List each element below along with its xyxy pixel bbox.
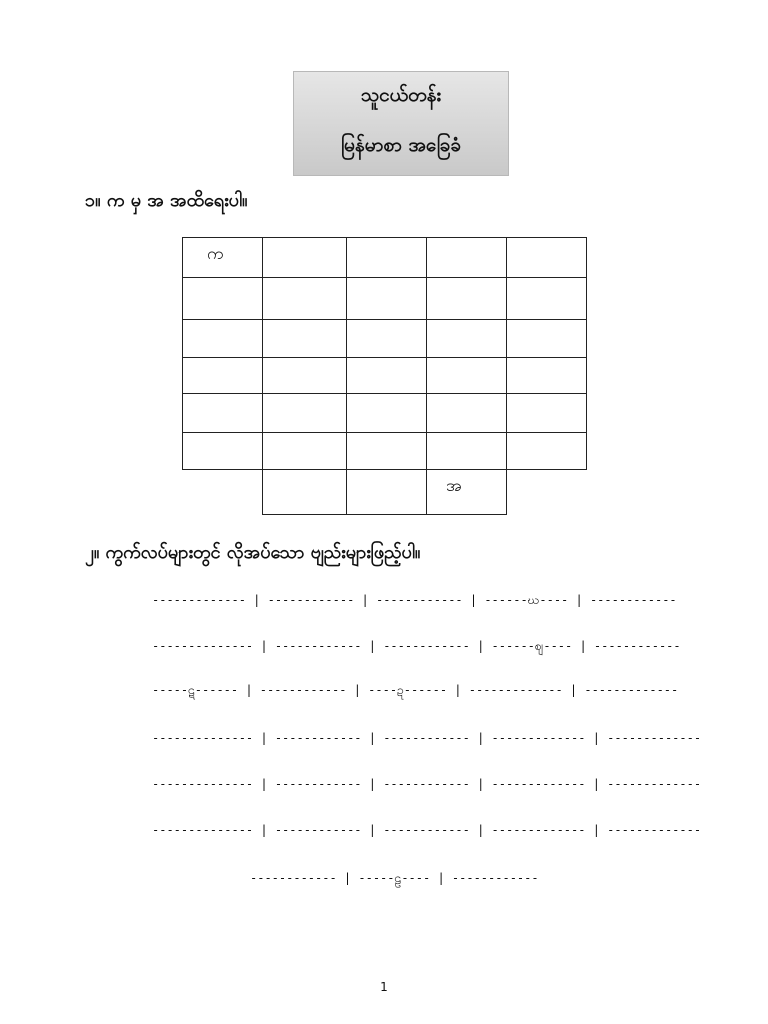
grid-cell: [182, 319, 263, 358]
grid-cell: [262, 357, 347, 394]
grid-cell: [262, 393, 347, 433]
grid-cell: [506, 357, 587, 394]
grid-cell: [346, 432, 427, 470]
grid-cell: [426, 432, 507, 470]
title-subject: မြန်မာစာ အခြေခံ: [340, 134, 462, 156]
grid-cell: [346, 393, 427, 433]
grid-cell: [346, 237, 427, 278]
grid-cell: [426, 277, 507, 320]
fill-line-6: -------------- | ------------ | ------------ | ------------- | -------------: [152, 823, 702, 837]
grid-cell: [182, 393, 263, 433]
grid-cell: [506, 393, 587, 433]
exercise-2-heading: ၂။ ကွက်လပ်များတွင် လိုအပ်သော ဗျည်းများဖြည့်ပါ။: [85, 542, 421, 563]
grid-cell: [426, 237, 507, 278]
grid-last-letter: အ: [446, 476, 462, 496]
grid-cell: [182, 277, 263, 320]
grid-cell: [346, 319, 427, 358]
grid-cell: [346, 469, 427, 515]
grid-first-letter: က: [207, 244, 224, 264]
grid-cell: [262, 469, 347, 515]
grid-cell: [506, 432, 587, 470]
fill-line-4: -------------- | ------------ | ------------ | ------------- | -------------: [152, 731, 702, 745]
grid-cell: [262, 319, 347, 358]
grid-cell: [182, 432, 263, 470]
grid-cell: [426, 319, 507, 358]
fill-line-3: -----ဋ------ | ------------ | ----ဍ------ | ------------- | -------------: [152, 683, 679, 697]
grid-cell: [506, 277, 587, 320]
grid-cell: [426, 469, 507, 515]
grid-cell: [346, 277, 427, 320]
fill-line-2: -------------- | ------------ | ------------ | ------ဈ---- | ------------: [152, 639, 681, 653]
grid-cell: [506, 319, 587, 358]
fill-line-5: -------------- | ------------ | ------------ | ------------- | -------------: [152, 777, 702, 791]
grid-cell: [182, 357, 263, 394]
grid-cell: [346, 357, 427, 394]
grid-cell: [262, 277, 347, 320]
grid-cell: [426, 393, 507, 433]
grid-cell: [426, 357, 507, 394]
fill-line-7: ------------ | -----ဠ---- | ------------: [250, 871, 539, 885]
grid-cell: [506, 237, 587, 278]
title-grade: သူငယ်တန်း: [360, 84, 442, 106]
exercise-1-heading: ၁။ က မှ အ အထိရေးပါ။: [85, 190, 248, 211]
page-number: 1: [380, 980, 388, 994]
grid-cell: [262, 237, 347, 278]
grid-cell: [262, 432, 347, 470]
fill-line-1: ------------- | ------------ | ------------ | ------ဃ---- | ------------: [152, 593, 677, 607]
